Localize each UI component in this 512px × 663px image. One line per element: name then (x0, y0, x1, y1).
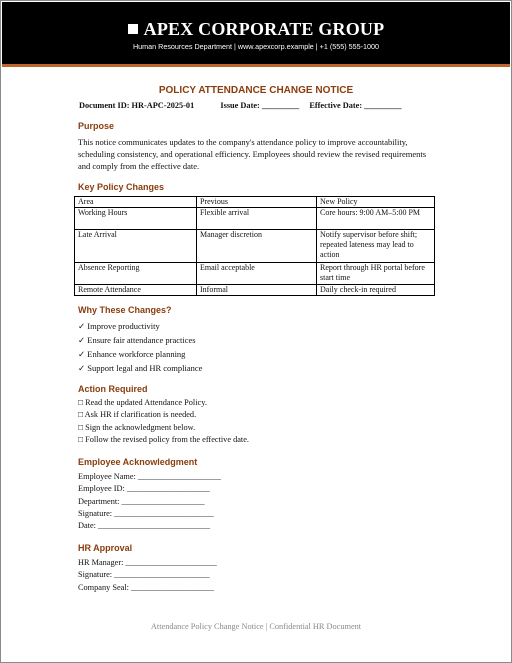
employee-id-field: Employee ID: ____________________ (78, 484, 210, 494)
list-item: □ Sign the acknowledgment below. (78, 422, 196, 432)
table-cell: Email acceptable (197, 263, 317, 285)
table-cell: Manager discretion (197, 230, 317, 263)
department-field: Department: ____________________ (78, 496, 205, 506)
policy-changes-heading: Key Policy Changes (78, 182, 165, 192)
issue-date: Issue Date: _________ (220, 101, 300, 110)
policy-changes-table (74, 196, 435, 296)
effective-date: Effective Date: _________ (309, 101, 402, 110)
acknowledgment-heading: Employee Acknowledgment (78, 457, 198, 467)
employee-name-field: Employee Name: ____________________ (78, 472, 221, 481)
list-item: ✓ Improve productivity (78, 321, 160, 331)
why-heading: Why These Changes? (78, 305, 172, 315)
table-cell: Late Arrival (75, 230, 197, 263)
table-cell: Informal (197, 285, 317, 296)
document-id: Document ID: HR-APC-2025-01 (79, 101, 195, 110)
hr-manager-field: HR Manager: ______________________ (78, 558, 217, 567)
table-cell: Working Hours (75, 208, 197, 230)
list-item: □ Follow the revised policy from the effective date. (78, 434, 249, 444)
table-header-row (75, 197, 435, 208)
column-header: Previous (197, 197, 317, 208)
column-header: New Policy (317, 197, 435, 208)
signature-field: Signature: ________________________ (78, 508, 214, 518)
list-item: ✓ Ensure fair attendance practices (78, 335, 196, 345)
table-cell: Core hours: 9:00 AM–5:00 PM (317, 208, 435, 230)
date-field: Date: ___________________________ (78, 521, 211, 531)
action-list (78, 397, 249, 446)
table-cell: Flexible arrival (197, 208, 317, 230)
table-row (75, 208, 435, 230)
document-title: POLICY ATTENDANCE CHANGE NOTICE (158, 85, 354, 96)
table-cell: Absence Reporting (75, 263, 197, 285)
table-cell: Notify supervisor before shift; repeated lateness may lead to action (317, 230, 435, 263)
purpose-text: This notice communicates updates to the company's attendance policy to improve accountability, scheduling consistency, and operational efficiency. Employees should review the revised requirements and comply from the effective date. (78, 137, 427, 171)
table-cell: Report through HR portal before start time (317, 263, 435, 285)
list-item: □ Ask HR if clarification is needed. (78, 410, 197, 420)
purpose-heading: Purpose (78, 121, 115, 131)
hr-approval-form (78, 557, 217, 594)
why-list (78, 319, 202, 375)
table-row (75, 230, 435, 263)
company-seal-field: Company Seal: ____________________ (78, 582, 214, 592)
hr-approval-heading: HR Approval (78, 543, 133, 553)
table-row (75, 285, 435, 296)
letterhead (2, 2, 510, 64)
document-meta (79, 101, 402, 110)
column-header: Area (75, 197, 197, 208)
hr-signature-field: Signature: _______________________ (78, 570, 210, 580)
logo-square-icon (128, 24, 138, 34)
company-name-text: APEX CORPORATE GROUP (143, 19, 385, 39)
page-footer: Attendance Policy Change Notice | Confidential HR Document (150, 622, 362, 631)
header-divider (2, 64, 510, 67)
company-name (2, 19, 510, 40)
list-item: ✓ Support legal and HR compliance (78, 363, 203, 373)
acknowledgment-form (78, 471, 221, 532)
table-cell: Daily check-in required (317, 285, 435, 296)
contact-line: Human Resources Department | www.apexcorp.example | +1 (555) 555-1000 (132, 42, 380, 51)
list-item: □ Read the updated Attendance Policy. (78, 398, 207, 407)
list-item: ✓ Enhance workforce planning (78, 349, 186, 359)
table-row (75, 263, 435, 285)
action-heading: Action Required (78, 384, 148, 394)
table-cell: Remote Attendance (75, 285, 197, 296)
